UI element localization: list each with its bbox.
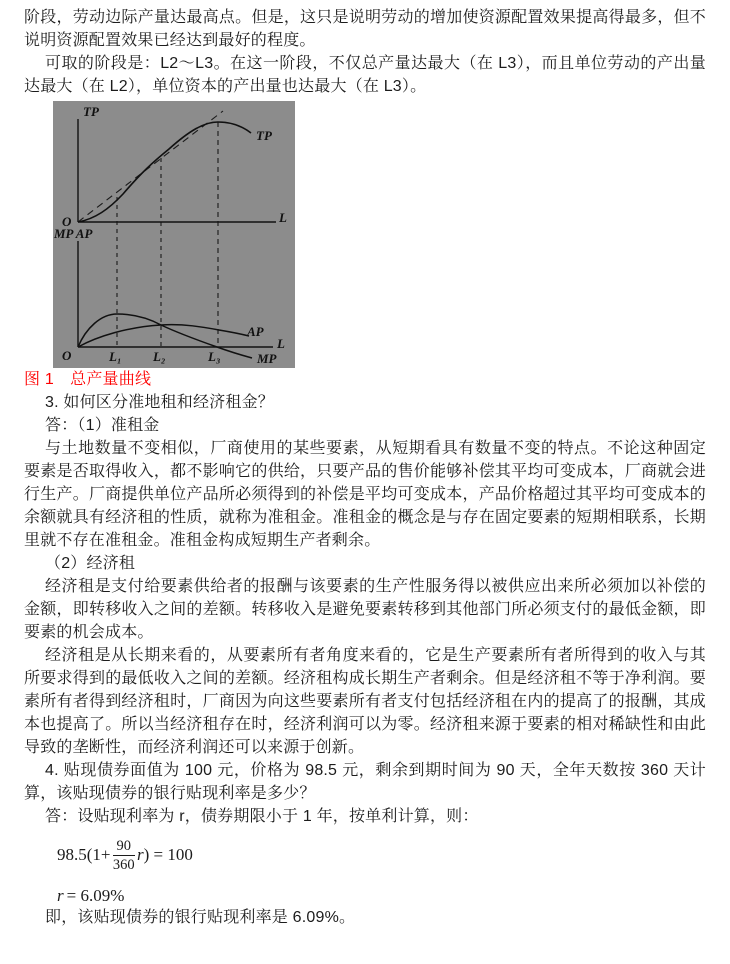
equation-denominator: 360 bbox=[112, 856, 135, 873]
equation-numerator: 90 bbox=[113, 838, 136, 856]
tp-curve-label: TP bbox=[256, 128, 272, 143]
l3-tick-label: L₃ bbox=[208, 349, 221, 364]
l2-tick-label: L₂ bbox=[153, 349, 166, 364]
tp-curve bbox=[78, 122, 251, 222]
equation-variable: r bbox=[137, 845, 144, 864]
mp-ap-axis-label: MP AP bbox=[54, 226, 93, 241]
equation-fraction bbox=[113, 838, 136, 873]
result-variable: r bbox=[57, 886, 64, 905]
figure-caption: 图 1 总产量曲线 bbox=[24, 371, 152, 388]
answer-3-head: 答：（1）准租金 bbox=[45, 417, 160, 434]
l-axis-label-bottom: L bbox=[277, 336, 285, 351]
result-value: = 6.09% bbox=[66, 886, 125, 905]
paragraph-intro-stage: 可取的阶段是：L2～L3。在这一阶段，不仅总产量达最大（在 L3），而且单位劳动的产出量达最大（在 L2），单位资本的产出量也达最大（在 L3）。 bbox=[24, 55, 706, 95]
tangent-ray-dashed bbox=[78, 111, 223, 222]
ap-curve-label: AP bbox=[247, 324, 264, 339]
answer-4-conclusion: 即，该贴现债券的银行贴现利率是 6.09%。 bbox=[45, 909, 356, 926]
answer-3-paragraph-3: 经济租是从长期来看的，从要素所有者角度来看的，它是生产要素所有者所得到的收入与其所要求得到的最低收入之间的差额。经济租构成长期生产者剩余。但是经济租不等于净利润。要素所有者得到经济租时，厂商因为向这些要素所有者支付包括经济租在内的提高了的报酬，其成本也提高了。所以当经济租存在时，经济利润可以为零。经济租来源于要素的相对稀缺性和由此导致的垄断性，而经济利润还可以来源于创新。 bbox=[24, 647, 706, 756]
answer-3-paragraph-1: 与土地数量不变相似，厂商使用的某些要素，从短期看具有数量不变的特点。不论这种固定要素是否取得收入，都不影响它的供给，只要产品的售价能够补偿其平均可变成本，厂商就会进行生产。厂商提供单位产品所必须得到的补偿是平均可变成本，产品价格超过其平均可变成本的余额就具有经济租的性质，就称为准租金。准租金的概念是与存在固定要素的短期相联系，长期里就不存在准租金。准租金构成短期生产者剩余。 bbox=[24, 440, 706, 549]
question-3-title: 3. 如何区分准地租和经济租金？ bbox=[45, 394, 274, 411]
answer-4-lead: 答：设贴现利率为 r，债券期限小于 1 年，按单利计算，则： bbox=[45, 808, 479, 825]
l1-tick-label: L₁ bbox=[109, 349, 122, 364]
answer-3-subhead-2: （2）经济租 bbox=[45, 555, 136, 572]
origin-label-top: O bbox=[62, 214, 72, 229]
figure-total-product bbox=[53, 101, 295, 368]
equation-prefix: 98.5(1+ bbox=[57, 845, 111, 864]
origin-label-bottom: O bbox=[62, 348, 72, 363]
equation-result bbox=[57, 886, 706, 906]
paragraph-intro-continue: 阶段，劳动边际产量达最高点。但是，这只是说明劳动的增加使资源配置效果提高得最多，但不说明资源配置效果已经达到最好的程度。 bbox=[24, 9, 706, 49]
l-axis-label-top: L bbox=[279, 210, 287, 225]
discount-rate-equation bbox=[57, 834, 706, 876]
tp-axis-label: TP bbox=[83, 104, 99, 119]
answer-3-paragraph-2: 经济租是支付给要素供给者的报酬与该要素的生产性服务得以被供应出来所必须加以补偿的金额，即转移收入之间的差额。转移收入是避免要素转移到其他部门所必须支付的最低金额，即要素的机会成本。 bbox=[24, 578, 706, 641]
equation-suffix: ) = 100 bbox=[143, 845, 193, 864]
question-4-title: 4. 贴现债券面值为 100 元，价格为 98.5 元，剩余到期时间为 90 天，全年天数按 360 天计算，该贴现债券的银行贴现利率是多少？ bbox=[24, 762, 706, 802]
ap-curve bbox=[78, 325, 249, 347]
mp-curve-label: MP bbox=[257, 351, 277, 366]
